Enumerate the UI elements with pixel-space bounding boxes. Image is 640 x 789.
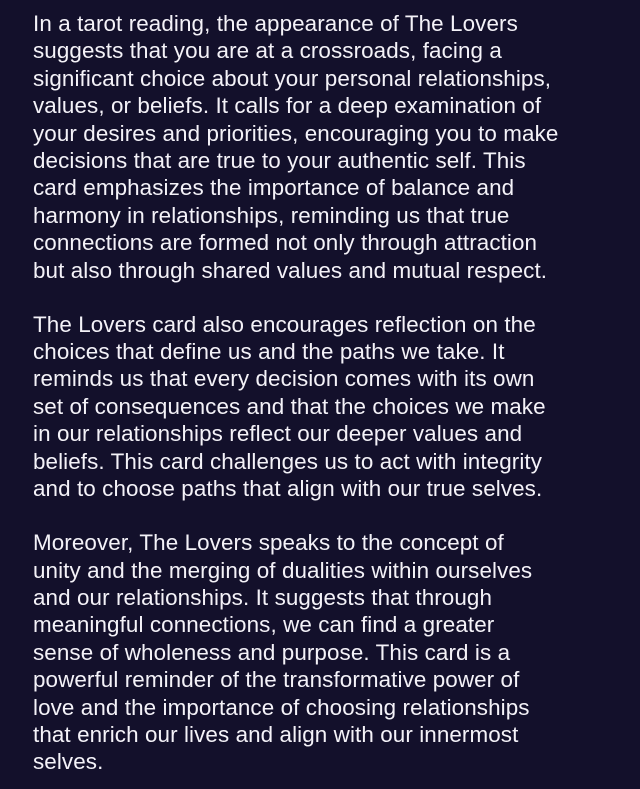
paragraph-3-line: powerful reminder of the transformative power of bbox=[33, 667, 520, 693]
paragraph-1-line: suggests that you are at a crossroads, facing a bbox=[33, 38, 502, 64]
paragraph-1-line: card emphasizes the importance of balance and bbox=[33, 175, 515, 201]
paragraph-1-line: connections are formed not only through attraction bbox=[33, 230, 538, 256]
paragraph-2-line: reminds us that every decision comes with its own bbox=[33, 366, 535, 392]
paragraph-spacer bbox=[33, 284, 640, 311]
paragraph-2-line: choices that define us and the paths we take. It bbox=[33, 339, 505, 365]
paragraph-2-line: beliefs. This card challenges us to act with integrity bbox=[33, 448, 543, 474]
paragraph-3-line: that enrich our lives and align with our innermost bbox=[33, 721, 519, 747]
paragraph-1-line: but also through shared values and mutual respect. bbox=[33, 257, 548, 283]
paragraph-1-line: values, or beliefs. It calls for a deep examination of bbox=[33, 93, 542, 119]
paragraph-3-line: sense of wholeness and purpose. This card is a bbox=[33, 639, 511, 665]
paragraph-2 bbox=[33, 311, 640, 503]
paragraph-3-line: and our relationships. It suggests that through bbox=[33, 584, 493, 610]
paragraph-1-line: In a tarot reading, the appearance of The Lovers bbox=[33, 11, 518, 36]
paragraph-1 bbox=[33, 10, 640, 284]
paragraph-1-line: significant choice about your personal relationships, bbox=[33, 65, 552, 91]
paragraph-3 bbox=[33, 529, 640, 776]
paragraph-3-line: selves. bbox=[33, 749, 104, 775]
paragraph-3-line: meaningful connections, we can find a greater bbox=[33, 612, 495, 638]
paragraph-1-line: decisions that are true to your authentic self. This bbox=[33, 148, 526, 174]
paragraph-1-line: your desires and priorities, encouraging you to make bbox=[33, 120, 559, 146]
paragraph-3-line: love and the importance of choosing relationships bbox=[33, 694, 530, 720]
paragraph-3-line: Moreover, The Lovers speaks to the concept of bbox=[33, 530, 504, 556]
paragraph-2-line: The Lovers card also encourages reflection on the bbox=[33, 311, 536, 337]
paragraph-2-line: set of consequences and that the choices we make bbox=[33, 393, 546, 419]
paragraph-spacer bbox=[33, 503, 640, 530]
paragraph-3-line: unity and the merging of dualities within ourselves bbox=[33, 557, 533, 583]
paragraph-2-line: in our relationships reflect our deeper values and bbox=[33, 421, 523, 447]
paragraph-2-line: and to choose paths that align with our true selves. bbox=[33, 476, 543, 502]
paragraph-1-line: harmony in relationships, reminding us that true bbox=[33, 202, 510, 228]
